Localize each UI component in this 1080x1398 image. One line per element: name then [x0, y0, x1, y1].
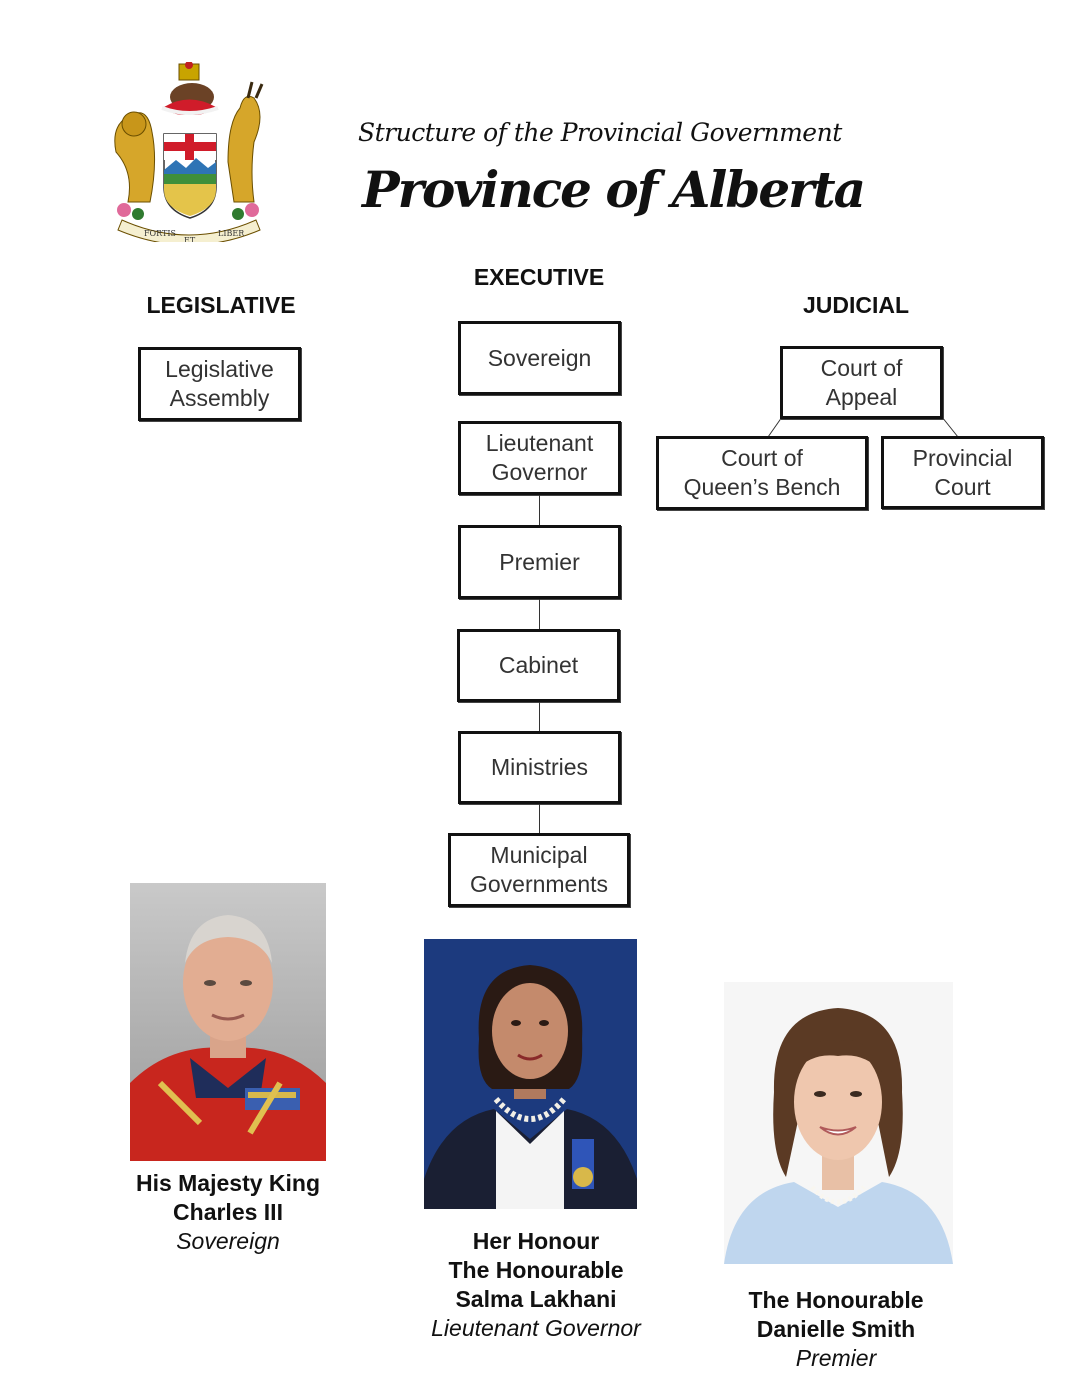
lieutenant-governor-box: [458, 421, 621, 495]
name-line: His Majesty King: [135, 1170, 321, 1196]
box-label: Provincial Court: [912, 444, 1013, 500]
ministries-box: [458, 731, 621, 804]
alberta-coat-of-arms: [104, 62, 274, 242]
court-of-queens-bench-box: [656, 436, 868, 510]
municipal-governments-box: [448, 833, 630, 907]
role-label: Premier: [795, 1345, 877, 1371]
box-label: Sovereign: [487, 344, 592, 371]
connector-line: [539, 599, 540, 629]
court-of-appeal-box: [780, 346, 943, 419]
connector-line: [539, 495, 540, 525]
lieutenant-governor-caption: [410, 1227, 662, 1343]
page-title: Province of Alberta: [362, 160, 865, 219]
legislative-assembly-box: [138, 347, 301, 421]
name-line: The Honourable: [748, 1287, 924, 1313]
sovereign-box: [458, 321, 621, 395]
box-label: Premier: [499, 548, 580, 575]
name-line: Charles III: [173, 1199, 283, 1225]
name-line: Her Honour: [472, 1228, 600, 1254]
judicial-heading: JUDICIAL: [802, 292, 910, 318]
sovereign-caption: [110, 1169, 346, 1256]
cabinet-box: [457, 629, 620, 702]
premier-box: [458, 525, 621, 599]
page-subtitle: Structure of the Provincial Government: [358, 118, 842, 147]
box-label: Municipal Governments: [469, 842, 609, 897]
premier-portrait: [724, 982, 953, 1264]
premier-caption: [710, 1286, 962, 1373]
provincial-court-box: [881, 436, 1044, 509]
connector-line: [539, 804, 540, 833]
legislative-heading: LEGISLATIVE: [146, 292, 296, 318]
role-label: Sovereign: [176, 1228, 280, 1254]
name-line: Salma Lakhani: [455, 1286, 617, 1312]
box-label: Ministries: [490, 754, 589, 780]
box-label: Cabinet: [498, 652, 579, 678]
motto-word: FORTIS: [144, 229, 176, 238]
box-label: Legislative Assembly: [165, 356, 274, 411]
name-line: Danielle Smith: [756, 1316, 916, 1342]
motto-word: ET: [184, 236, 196, 242]
lieutenant-governor-portrait: [424, 939, 637, 1209]
box-label: Lieutenant Governor: [485, 430, 594, 485]
box-label: Court of Queen’s Bench: [683, 445, 841, 500]
executive-heading: EXECUTIVE: [473, 264, 605, 290]
sovereign-portrait: [130, 883, 326, 1161]
connector-line: [539, 702, 540, 731]
role-label: Lieutenant Governor: [431, 1315, 641, 1341]
name-line: The Honourable: [448, 1257, 624, 1283]
motto-word: LIBER: [218, 229, 245, 238]
box-label: Court of Appeal: [820, 354, 903, 410]
